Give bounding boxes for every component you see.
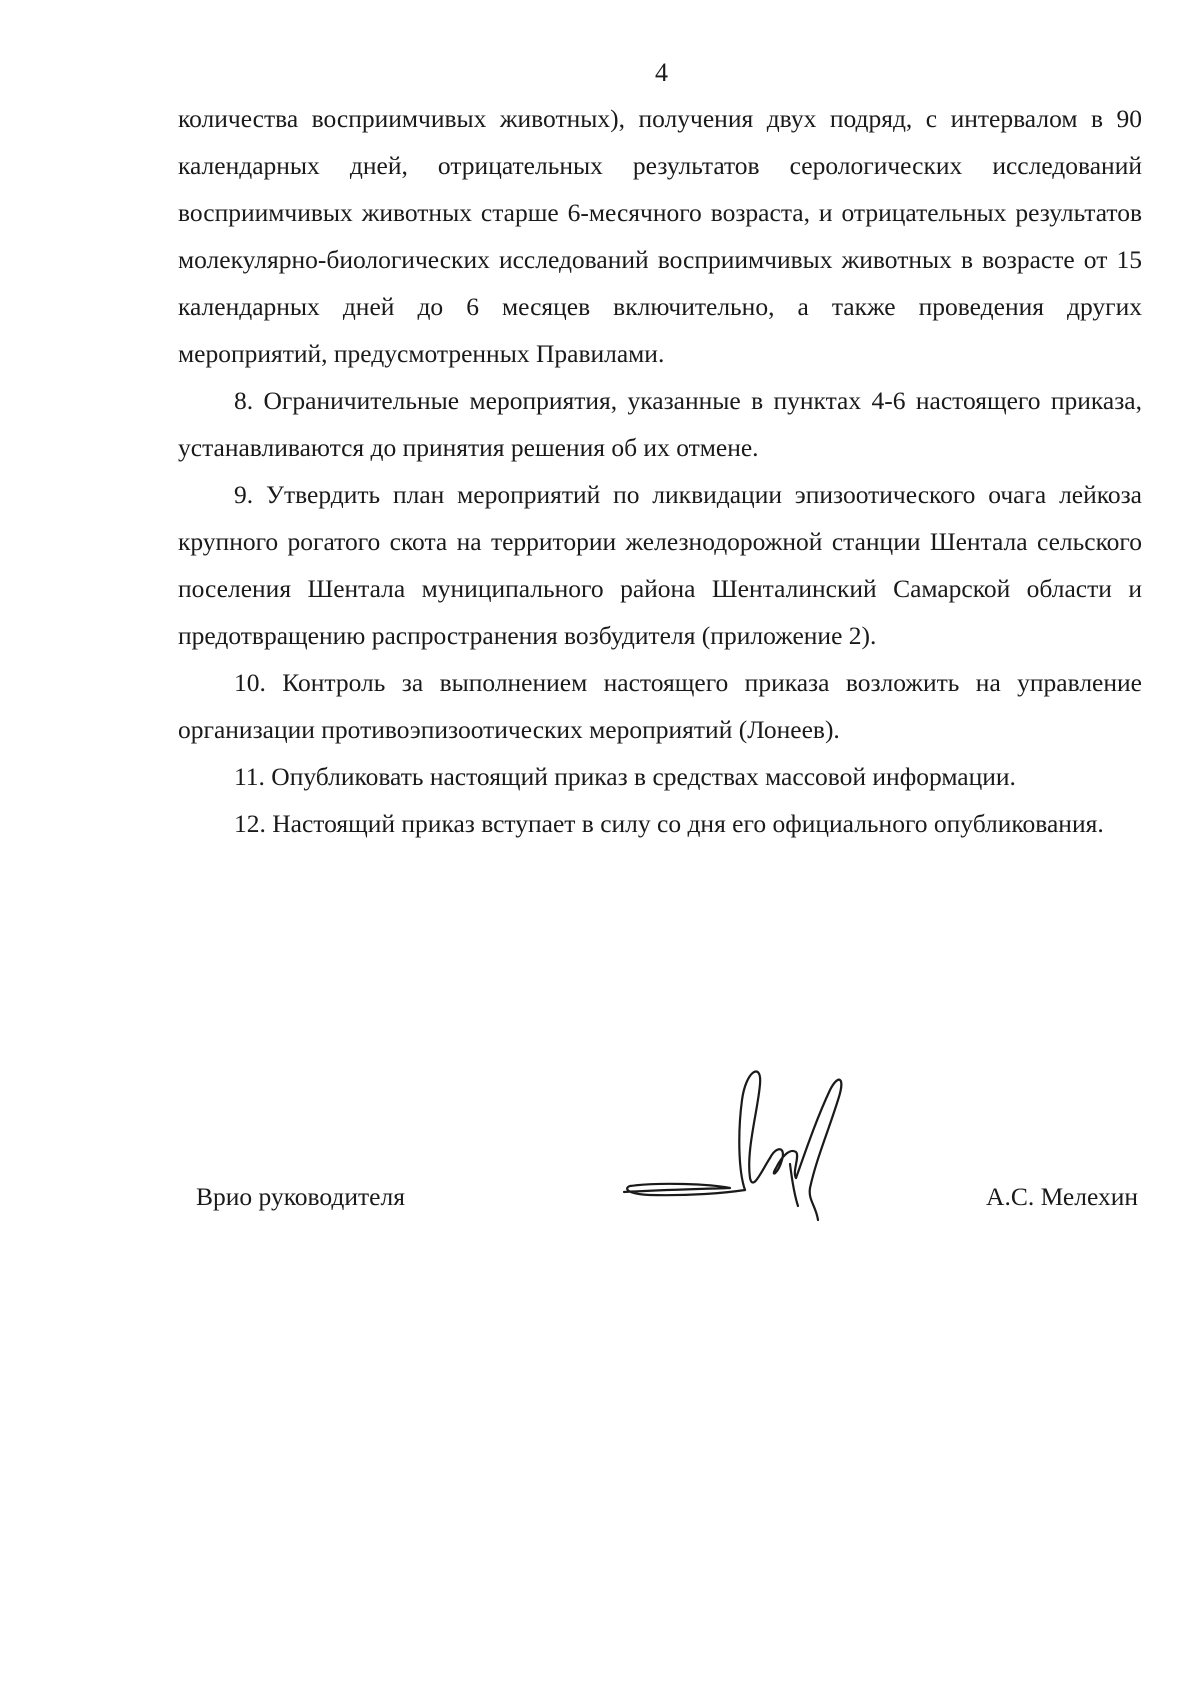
signer-name: А.С. Мелехин bbox=[986, 1182, 1138, 1211]
page-number: 4 bbox=[655, 58, 668, 87]
paragraph-item-9: 9. Утвердить план мероприятий по ликвидации эпизоотического очага лейкоза крупного рогатого скота на территории железнодорожной станции Шентала сельского поселения Шентала муниципального района Шенталинский Самарской области и предотвращению распространения возбудителя (приложение 2). bbox=[178, 480, 1142, 650]
paragraph-item-10: 10. Контроль за выполнением настоящего приказа возложить на управление организации противоэпизоотических мероприятий (Лонеев). bbox=[178, 668, 1142, 744]
signer-title: Врио руководителя bbox=[196, 1182, 405, 1211]
handwritten-signature bbox=[620, 1060, 860, 1240]
paragraph-item-8: 8. Ограничительные мероприятия, указанные в пунктах 4-6 настоящего приказа, устанавливаются до принятия решения об их отмене. bbox=[178, 386, 1142, 462]
paragraph-item-11: 11. Опубликовать настоящий приказ в средствах массовой информации. bbox=[234, 762, 1016, 791]
paragraph-item-12: 12. Настоящий приказ вступает в силу со дня его официального опубликования. bbox=[234, 809, 1104, 838]
signature-block bbox=[0, 1050, 1200, 1250]
document-body bbox=[178, 95, 1142, 847]
paragraph-continuation: количества восприимчивых животных), получения двух подряд, с интервалом в 90 календарных дней, отрицательных результатов серологических исследований восприимчивых животных старше 6-месячного возраста, и отрицательных результатов молекулярно-биологических исследований восприимчивых животных в возрасте от 15 календарных дней до 6 месяцев включительно, а также проведения других мероприятий, предусмотренных Правилами. bbox=[178, 104, 1142, 368]
